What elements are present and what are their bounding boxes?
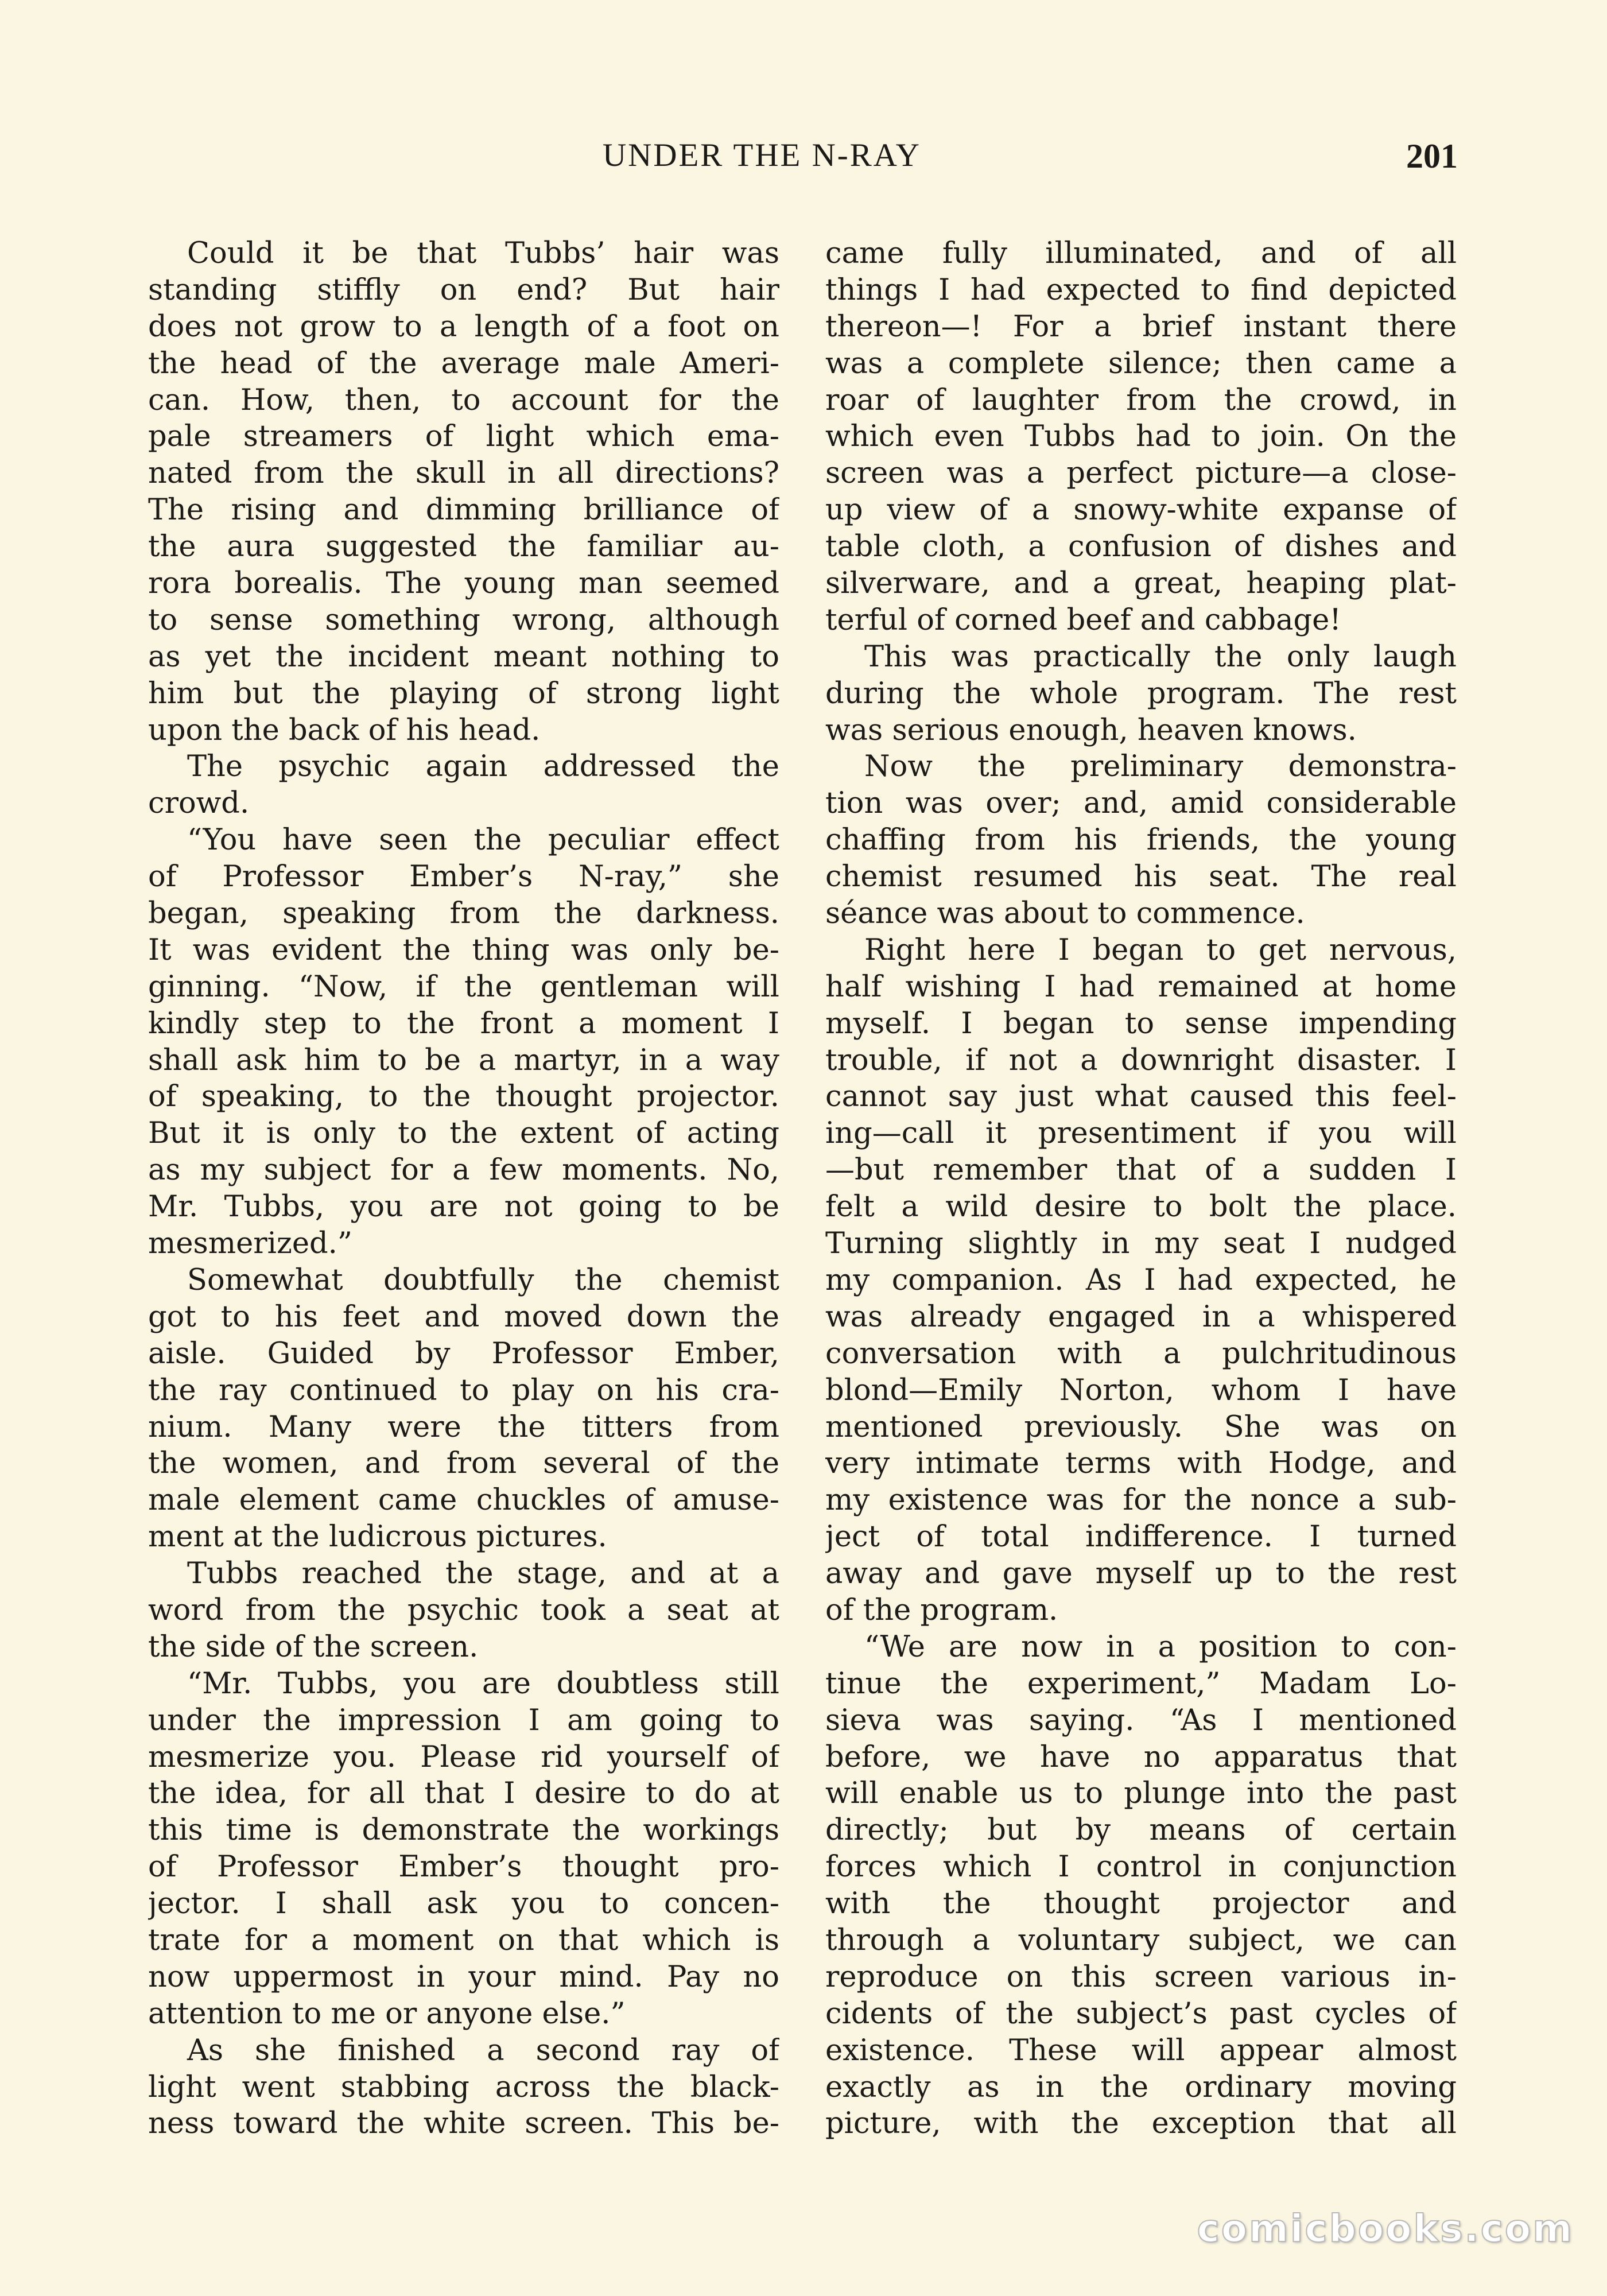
- text-line: But it is only to the extent of acting: [148, 1116, 779, 1151]
- text-line: attention to me or anyone else.”: [148, 1996, 626, 2031]
- text-line: crowd.: [148, 786, 250, 821]
- text-line: reproduce on this screen various in-: [825, 1960, 1457, 1994]
- text-line: during the whole program. The rest: [825, 676, 1457, 711]
- text-line: This was practically the only laugh: [864, 639, 1457, 674]
- text-line: standing stiffly on end? But hair: [148, 273, 779, 307]
- text-line: ness toward the white screen. This be-: [148, 2107, 779, 2141]
- text-line: “Mr. Tubbs, you are doubtless still: [187, 1666, 779, 1701]
- text-line: “You have seen the peculiar effect: [187, 823, 779, 858]
- text-line: under the impression I am going to: [148, 1703, 779, 1737]
- text-line: nated from the skull in all directions?: [148, 456, 779, 491]
- text-line: the aura suggested the familiar au-: [148, 530, 779, 564]
- text-line: the ray continued to play on his cra-: [148, 1373, 779, 1407]
- text-line: mesmerized.”: [148, 1227, 352, 1261]
- text-line: sieva was saying. “As I mentioned: [825, 1703, 1457, 1737]
- text-line: word from the psychic took a seat at: [148, 1593, 779, 1627]
- text-line: mesmerize you. Please rid yourself of: [148, 1740, 779, 1774]
- text-line: terful of corned beef and cabbage!: [825, 603, 1341, 637]
- text-line: felt a wild desire to bolt the place.: [825, 1190, 1457, 1224]
- text-line: Turning slightly in my seat I nudged: [825, 1227, 1457, 1261]
- text-line: nium. Many were the titters from: [148, 1410, 779, 1444]
- text-line: directly; but by means of certain: [825, 1813, 1457, 1848]
- text-line: As she finished a second ray of: [187, 2033, 779, 2068]
- text-line: It was evident the thing was only be-: [148, 933, 779, 967]
- text-line: half wishing I had remained at home: [825, 969, 1457, 1004]
- text-line: light went stabbing across the black-: [148, 2070, 779, 2104]
- text-line: of Professor Ember’s N-ray,” she: [148, 860, 779, 894]
- site-watermark: comicbooks.com: [1197, 2206, 1574, 2251]
- text-line: shall ask him to be a martyr, in a way: [148, 1043, 779, 1077]
- text-line: of the program.: [825, 1593, 1058, 1627]
- text-line: my existence was for the nonce a sub-: [825, 1483, 1457, 1518]
- text-line: the side of the screen.: [148, 1630, 479, 1664]
- text-line: before, we have no apparatus that: [825, 1740, 1457, 1774]
- text-line: rora borealis. The young man seemed: [148, 567, 779, 601]
- text-line: mentioned previously. She was on: [825, 1410, 1457, 1444]
- page-header: [149, 137, 1458, 188]
- text-line: my companion. As I had expected, he: [825, 1263, 1457, 1297]
- text-line: was a complete silence; then came a: [825, 346, 1457, 381]
- text-line: kindly step to the front a moment I: [148, 1006, 779, 1041]
- text-line: tinue the experiment,” Madam Lo-: [825, 1666, 1457, 1701]
- text-line: cidents of the subject’s past cycles of: [825, 1996, 1457, 2031]
- text-line: does not grow to a length of a foot on: [148, 309, 779, 344]
- text-line: upon the back of his head.: [148, 713, 541, 747]
- text-line: —but remember that of a sudden I: [825, 1153, 1457, 1188]
- text-line: The psychic again addressed the: [187, 750, 779, 784]
- text-line: existence. These will appear almost: [825, 2033, 1457, 2068]
- text-line: through a voluntary subject, we can: [825, 1923, 1457, 1957]
- text-line: blond—Emily Norton, whom I have: [825, 1373, 1457, 1407]
- text-line: ginning. “Now, if the gentleman will: [148, 969, 779, 1004]
- text-line: male element came chuckles of amuse-: [148, 1483, 779, 1518]
- text-line: of Professor Ember’s thought pro-: [148, 1850, 779, 1884]
- text-line: as yet the incident meant nothing to: [148, 639, 779, 674]
- text-line: Right here I began to get nervous,: [864, 933, 1457, 967]
- text-line: séance was about to commence.: [825, 897, 1305, 931]
- text-line: this time is demonstrate the workings: [148, 1813, 779, 1848]
- text-line: The rising and dimming brilliance of: [148, 493, 779, 528]
- text-line: picture, with the exception that all: [825, 2107, 1457, 2141]
- text-line: very intimate terms with Hodge, and: [825, 1446, 1457, 1481]
- text-line: can. How, then, to account for the: [148, 383, 779, 417]
- text-line: up view of a snowy-white expanse of: [825, 493, 1457, 528]
- text-line: thereon—! For a brief instant there: [825, 309, 1457, 344]
- text-line: “We are now in a position to con-: [864, 1630, 1457, 1664]
- text-line: Somewhat doubtfully the chemist: [187, 1263, 779, 1297]
- text-line: ment at the ludicrous pictures.: [148, 1520, 607, 1554]
- text-line: the head of the average male Ameri-: [148, 346, 779, 381]
- text-line: table cloth, a confusion of dishes and: [825, 530, 1457, 564]
- text-line: began, speaking from the darkness.: [148, 897, 779, 931]
- text-line: Could it be that Tubbs’ hair was: [187, 236, 779, 270]
- text-line: trate for a moment on that which is: [148, 1923, 779, 1957]
- text-line: was serious enough, heaven knows.: [825, 713, 1357, 747]
- text-column-left: [148, 235, 779, 2142]
- text-line: was already engaged in a whispered: [825, 1300, 1457, 1334]
- text-line: him but the playing of strong light: [148, 676, 779, 711]
- text-line: got to his feet and moved down the: [148, 1300, 779, 1334]
- text-line: chaffing from his friends, the young: [825, 823, 1457, 858]
- text-line: jector. I shall ask you to concen-: [148, 1887, 779, 1921]
- text-line: Mr. Tubbs, you are not going to be: [148, 1190, 779, 1224]
- text-line: ject of total indifference. I turned: [825, 1520, 1457, 1554]
- text-line: with the thought projector and: [825, 1887, 1457, 1921]
- page-number: 201: [1406, 137, 1458, 175]
- text-line: Now the preliminary demonstra-: [864, 750, 1457, 784]
- text-line: of speaking, to the thought projector.: [148, 1080, 779, 1114]
- text-line: exactly as in the ordinary moving: [825, 2070, 1457, 2104]
- text-line: came fully illuminated, and of all: [825, 236, 1457, 270]
- text-line: Tubbs reached the stage, and at a: [187, 1557, 779, 1591]
- text-line: the idea, for all that I desire to do at: [148, 1777, 779, 1811]
- text-line: aisle. Guided by Professor Ember,: [148, 1336, 779, 1371]
- text-line: conversation with a pulchritudinous: [825, 1336, 1457, 1371]
- text-line: to sense something wrong, although: [148, 603, 779, 637]
- text-line: trouble, if not a downright disaster. I: [825, 1043, 1457, 1077]
- text-line: things I had expected to find depicted: [825, 273, 1457, 307]
- text-line: now uppermost in your mind. Pay no: [148, 1960, 779, 1994]
- text-line: pale streamers of light which ema-: [148, 420, 779, 454]
- text-column-right: [825, 235, 1457, 2142]
- text-line: will enable us to plunge into the past: [825, 1777, 1457, 1811]
- text-line: myself. I began to sense impending: [825, 1006, 1457, 1041]
- text-line: tion was over; and, amid considerable: [825, 786, 1457, 821]
- text-line: screen was a perfect picture—a close-: [825, 456, 1457, 491]
- text-line: ing—call it presentiment if you will: [825, 1116, 1457, 1151]
- text-line: forces which I control in conjunction: [825, 1850, 1457, 1884]
- text-line: the women, and from several of the: [148, 1446, 779, 1481]
- text-line: chemist resumed his seat. The real: [825, 860, 1457, 894]
- text-line: roar of laughter from the crowd, in: [825, 383, 1457, 417]
- text-line: silverware, and a great, heaping plat-: [825, 567, 1457, 601]
- text-line: away and gave myself up to the rest: [825, 1557, 1457, 1591]
- text-line: as my subject for a few moments. No,: [148, 1153, 779, 1188]
- text-line: cannot say just what caused this feel-: [825, 1080, 1457, 1114]
- text-line: which even Tubbs had to join. On the: [825, 420, 1457, 454]
- running-title: UNDER THE N-RAY: [603, 137, 921, 173]
